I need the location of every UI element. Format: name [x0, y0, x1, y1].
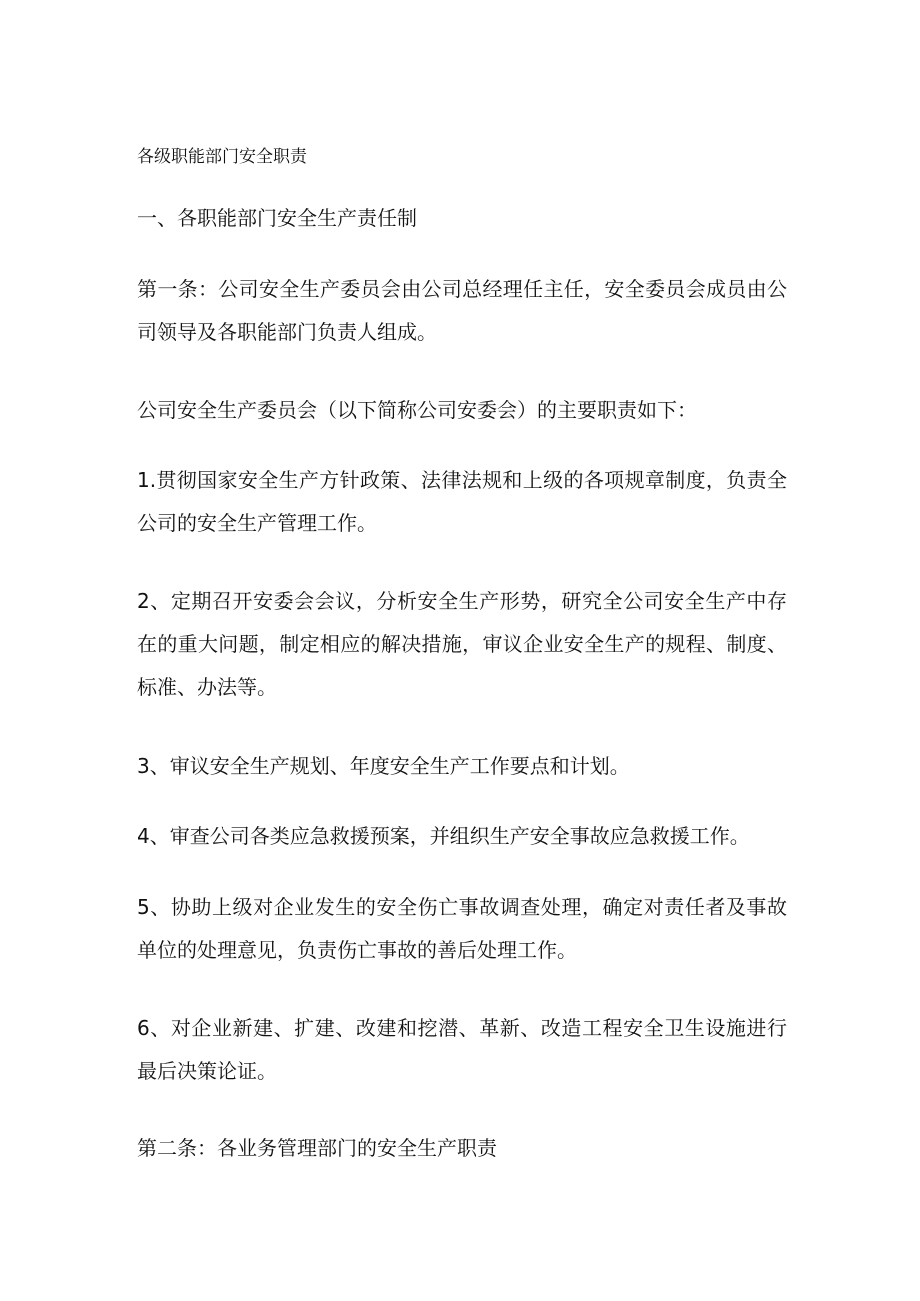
- duty-item-3: 3、审议安全生产规划、年度安全生产工作要点和计划。: [137, 754, 630, 778]
- document-title: 各级职能部门安全职责: [137, 147, 307, 167]
- duty-item-4: 4、审查公司各类应急救援预案，并组织生产安全事故应急救援工作。: [137, 824, 750, 848]
- duty-item-6: 6、对企业新建、扩建、改建和挖潜、革新、改造工程安全卫生设施进行最后决策论证。: [137, 1016, 787, 1083]
- article-1-paragraph: 第一条：公司安全生产委员会由公司总经理任主任，安全委员会成员由公司领导及各职能部门负责人组成。: [137, 277, 787, 344]
- duty-item-5: 5、协助上级对企业发生的安全伤亡事故调查处理，确定对责任者及事故单位的处理意见，负责伤亡事故的善后处理工作。: [137, 895, 787, 962]
- committee-duties-intro: 公司安全生产委员会（以下简称公司安委会）的主要职责如下：: [137, 398, 697, 422]
- duty-item-1: 1.贯彻国家安全生产方针政策、法律法规和上级的各项规章制度，负责全公司的安全生产管理工作。: [137, 468, 787, 535]
- duty-item-2: 2、定期召开安委会会议，分析安全生产形势，研究全公司安全生产中存在的重大问题，制定相应的解决措施，审议企业安全生产的规程、制度、标准、办法等。: [137, 589, 787, 699]
- section-heading: 一、各职能部门安全生产责任制: [137, 206, 417, 230]
- article-2-heading: 第二条：各业务管理部门的安全生产职责: [137, 1136, 497, 1160]
